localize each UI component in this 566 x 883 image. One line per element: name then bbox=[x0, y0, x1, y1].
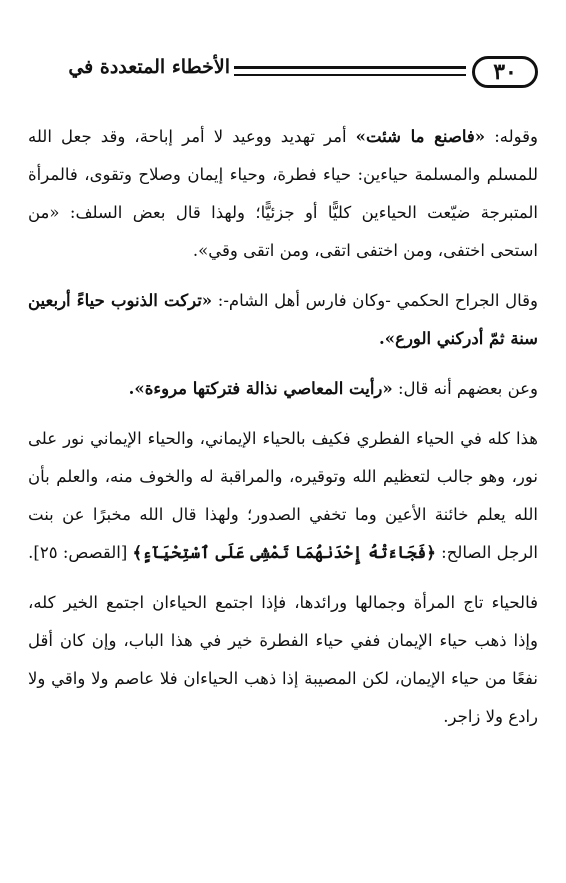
body-text: وقال الجراح الحكمي -وكان فارس أهل الشام-: bbox=[212, 291, 538, 310]
body-text: فالحياء تاج المرأة وجمالها ورائدها، فإذا اجتمع الحياءان اجتمع الخير كله، وإذا ذهب حياء الإيمان ففي حياء الفطرة خير في هذا الباب، وإن كان أقل نفعًا من حياء الإيمان، لكن المصيبة إذا ذهب الحياءان فلا عاصم ولا واقي ولا رادع ولا زاجر. bbox=[28, 593, 538, 726]
body-text: وقوله: bbox=[485, 127, 539, 146]
paragraph bbox=[28, 118, 538, 270]
body-text: أمر تهديد ووعيد لا أمر إباحة، وقد جعل الله للمسلم والمسلمة حياءين: حياء فطرة، وحياء إيمان وصلاح وتقوى، فالمرأة المتبرجة ضيّعت الحياءين كليًّا أو جزئيًّا؛ ولهذا قال بعض السلف: «من استحى اختفى، ومن اختفى اتقى، ومن اتقى وقي». bbox=[28, 127, 538, 260]
body-text: وعن بعضهم أنه قال: bbox=[392, 379, 538, 398]
emphasized-text: «تركت الذنوب حياءً أربعين سنة ثمّ أدركني الورع». bbox=[28, 291, 538, 348]
page-header bbox=[30, 56, 538, 96]
body-text: هذا كله في الحياء الفطري فكيف بالحياء الإيماني، والحياء الإيماني نور على نور، وهو جالب لتعظيم الله وتوقيره، والمراقبة له والخوف منه، والعلم بأن الله يعلم خائنة الأعين وما تخفي الصدور؛ ولهذا قال الله مخبرًا عن بنت الرجل الصالح: bbox=[28, 429, 538, 562]
paragraph bbox=[28, 420, 538, 572]
running-title: الأخطاء المتعددة في bbox=[68, 56, 230, 78]
paragraph bbox=[28, 584, 538, 736]
page-number: ٣٠ bbox=[493, 59, 517, 85]
emphasized-text: «رأيت المعاصي نذالة فتركتها مروءة». bbox=[128, 379, 393, 398]
body-text: [القصص: ٢٥]. bbox=[28, 543, 133, 562]
paragraph bbox=[28, 370, 538, 408]
header-rule bbox=[234, 66, 466, 76]
page-number-badge bbox=[472, 56, 538, 88]
emphasized-text: «فاصنع ما شئت» bbox=[355, 127, 486, 146]
emphasized-text: ﴿فَجَاءَتْهُ إِحْدَىٰهُمَا تَمْشِى عَلَى ٱسْتِحْيَآءٍ﴾ bbox=[132, 543, 436, 562]
page-body bbox=[28, 118, 538, 748]
paragraph bbox=[28, 282, 538, 358]
